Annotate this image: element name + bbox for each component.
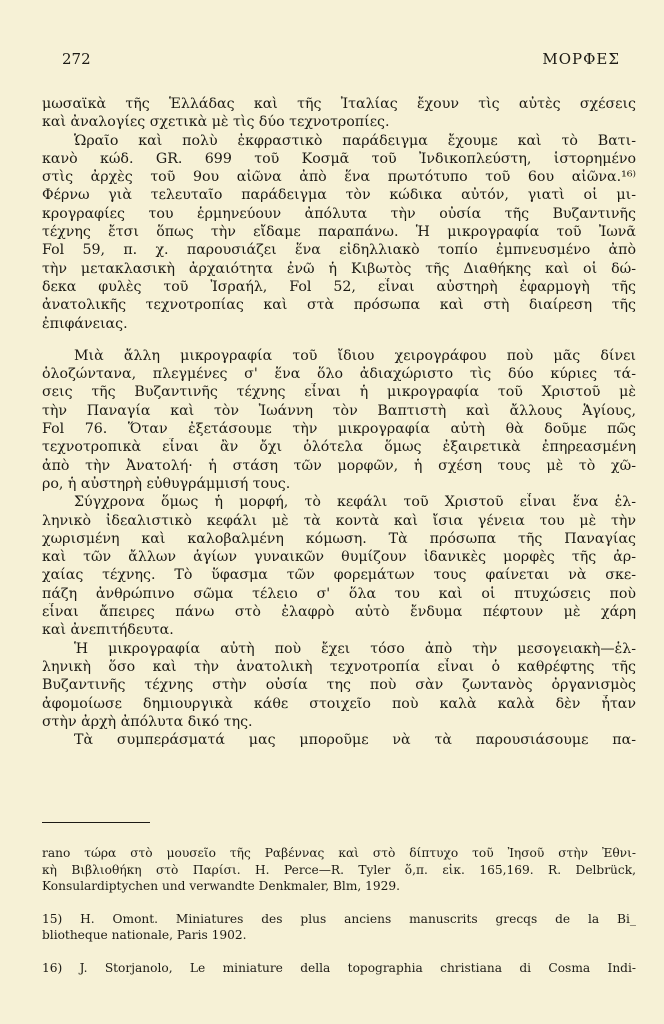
text-line: τέχνης ἔτσι ὅπως τὴν εἴδαμε παραπάνω. Ἡ μικρογραφία τοῦ Ἰωνᾶ	[42, 224, 636, 241]
footnote-rule	[42, 822, 150, 823]
footnote-line: ranο τώρα στὸ μουσεῖο τῆς Ραβέννας καὶ στὸ δίπτυχο τοῦ Ἰησοῦ στὴν Ἐθνι-	[42, 846, 636, 860]
text-line: δεκα φυλὲς τοῦ Ἰσραήλ, Fol 52, εἶναι αὐστηρὴ ἐφαρμογὴ τῆς	[42, 278, 636, 295]
running-head: ΜΟΡΦΕΣ	[542, 50, 620, 68]
text-line: μωσαϊκὰ τῆς Ἑλλάδας καὶ τῆς Ἰταλίας ἔχουν τὶς αὐτὲς σχέσεις	[42, 96, 636, 112]
text-line: κρογραφίες του ἑρμηνεύουν ἀπόλυτα τὴν οὐσία τῆς Βυζαντινῆς	[42, 205, 636, 222]
text-line: πάζη ἀνθρώπινο σῶμα τέλειο σ' ὅλα του καὶ οἱ πτυχώσεις ποὺ	[42, 585, 636, 602]
page-number: 272	[62, 50, 91, 68]
text-line: Fol 59, π. χ. παρουσιάζει ἕνα εἰδηλλιακὸ τοπίο ἐμπνευσμένο ἀπὸ	[42, 242, 636, 259]
text-line: σεις τῆς Βυζαντινῆς τέχνης εἶναι ἡ μικρογραφία τοῦ Χριστοῦ μὲ	[42, 384, 636, 401]
text-line: ἐπιφάνειας.	[42, 315, 128, 332]
text-line: Ἡ μικρογραφία αὐτὴ ποὺ ἔχει τόσο ἀπὸ τὴν μεσογειακὴ—ἑλ-	[74, 640, 636, 657]
text-line: καὶ ἀναλογίες σχετικὰ μὲ τὶς δύο τεχνοτροπίες.	[42, 114, 390, 131]
text-line: ἀφομοίωσε δημιουργικὰ κάθε στοιχεῖο ποὺ καλὰ καλὰ δὲν ἦταν	[42, 695, 636, 712]
text-line: Τὰ συμπεράσματά μας μποροῦμε νὰ τὰ παρουσιάσουμε πα-	[74, 732, 636, 749]
text-line: ληνικὴ ὅσο καὶ τὴν ἀνατολικὴ τεχνοτροπία εἶναι ὁ καθρέφτης τῆς	[42, 658, 636, 675]
text-line: ἀπὸ τὴν Ἀνατολή· ἡ στάση τῶν μορφῶν, ἡ σχέση τους μὲ τὸ χῶ-	[42, 457, 636, 474]
text-line: καὶ τῶν ἄλλων ἁγίων γυναικῶν θυμίζουν ἰδανικὲς μορφὲς τῆς ἀρ-	[42, 549, 636, 566]
text-line: κανὸ κώδ. GR. 699 τοῦ Κοσμᾶ τοῦ Ἰνδικοπλεύστη, ἱστορημένο	[42, 150, 636, 167]
body-text	[42, 95, 636, 749]
text-line: τὴν μετακλασικὴ ἀρχαιότητα ἐνῶ ἡ Κιβωτὸς τῆς Διαθήκης καὶ οἱ δώ-	[42, 260, 636, 277]
text-line: Fol 76. Ὅταν ἐξετάσουμε τὴν μικρογραφία αὐτὴ θὰ δοῦμε πῶς	[42, 421, 636, 438]
text-line: τεχνοτροπικὰ εἶναι ἂν ὄχι ὁλότελα ὅμως ἐξαιρετικὰ ἐπηρεασμένη	[42, 439, 636, 456]
text-line: Σύγχρονα ὅμως ἡ μορφή, τὸ κεφάλι τοῦ Χριστοῦ εἶναι ἕνα ἑλ-	[74, 494, 636, 511]
footnote-15: 15) H. Omont. Miniatures des plus anciens manuscrits grecqs de la Bi_	[42, 911, 636, 926]
text-line: στὴν ἀρχὴ ἀπόλυτα δικό της.	[42, 713, 253, 730]
footnotes	[42, 822, 636, 976]
text-line: στὶς ἀρχὲς τοῦ 9ου αἰῶνα ἀπὸ ἕνα πρωτότυπο τοῦ 6ου αἰῶνα.¹⁶⁾	[42, 169, 636, 186]
text-line: Βυζαντινῆς τέχνης στὴν οὐσία της ποὺ σὰν ζωντανὸς ὀργανισμὸς	[42, 677, 636, 694]
footnote-line: κὴ Βιβλιοθήκη στὸ Παρίσι. H. Perce—R. Tyler ὅ,π. εἰκ. 165,169. R. Delbrück,	[42, 862, 636, 877]
text-line: Φέρνω γιὰ τελευταῖο παράδειγμα τὸν κώδικα αὐτόν, γιατὶ οἱ μι-	[42, 187, 636, 204]
text-line: χωρισμένη καὶ καλοβαλμένη κόμωση. Τὰ πρόσωπα τῆς Παναγίας	[42, 530, 636, 547]
text-line: ρο, ἡ αὐστηρὴ εὐθυγράμμισή τους.	[42, 475, 291, 492]
page-header	[62, 50, 620, 72]
text-line: Ὡραῖο καὶ πολὺ ἐκφραστικὸ παράδειγμα ἔχουμε καὶ τὸ Βατι-	[74, 132, 636, 149]
text-line: ληνικὸ ἰδεαλιστικὸ κεφάλι μὲ τὰ κοντὰ καὶ ἴσια γένεια του μὲ τὴν	[42, 512, 636, 529]
footnote-line: Konsulardiptychen und verwandte Denkmaler, Blm, 1929.	[42, 879, 401, 893]
text-line: ἀνατολικῆς τεχνοτροπίας καὶ στὰ πρόσωπα καὶ στὴ διαίρεση τῆς	[42, 297, 636, 314]
text-line: εἶναι ἄπειρες πάνω στὸ ἐλαφρὸ αὐτὸ ἔνδυμα πέφτουν μὲ χάρη	[42, 604, 636, 621]
text-line: Μιὰ ἄλλη μικρογραφία τοῦ ἴδιου χειρογράφου ποὺ μᾶς δίνει	[74, 347, 636, 364]
footnote-16: 16) J. Storjanolo, Le miniature della topographia christiana di Cosma Indi-	[42, 960, 636, 975]
text-line: τὴν Παναγία καὶ τὸν Ἰωάννη τὸν Βαπτιστὴ καὶ ἄλλους Ἁγίους,	[42, 402, 636, 419]
footnote-15-cont: bliotheque nationale, Paris 1902.	[42, 928, 247, 942]
text-line: χαίας τέχνης. Τὸ ὕφασμα τῶν φορεμάτων τους φαίνεται νὰ σκε-	[42, 567, 636, 584]
text-line: ὁλοζώντανα, πλεγμένες σ' ἕνα ὅλο ἀδιαχώριστο τὶς δύο κύριες τά-	[42, 366, 636, 383]
text-line: καὶ ἀνεπιτήδευτα.	[42, 622, 174, 639]
